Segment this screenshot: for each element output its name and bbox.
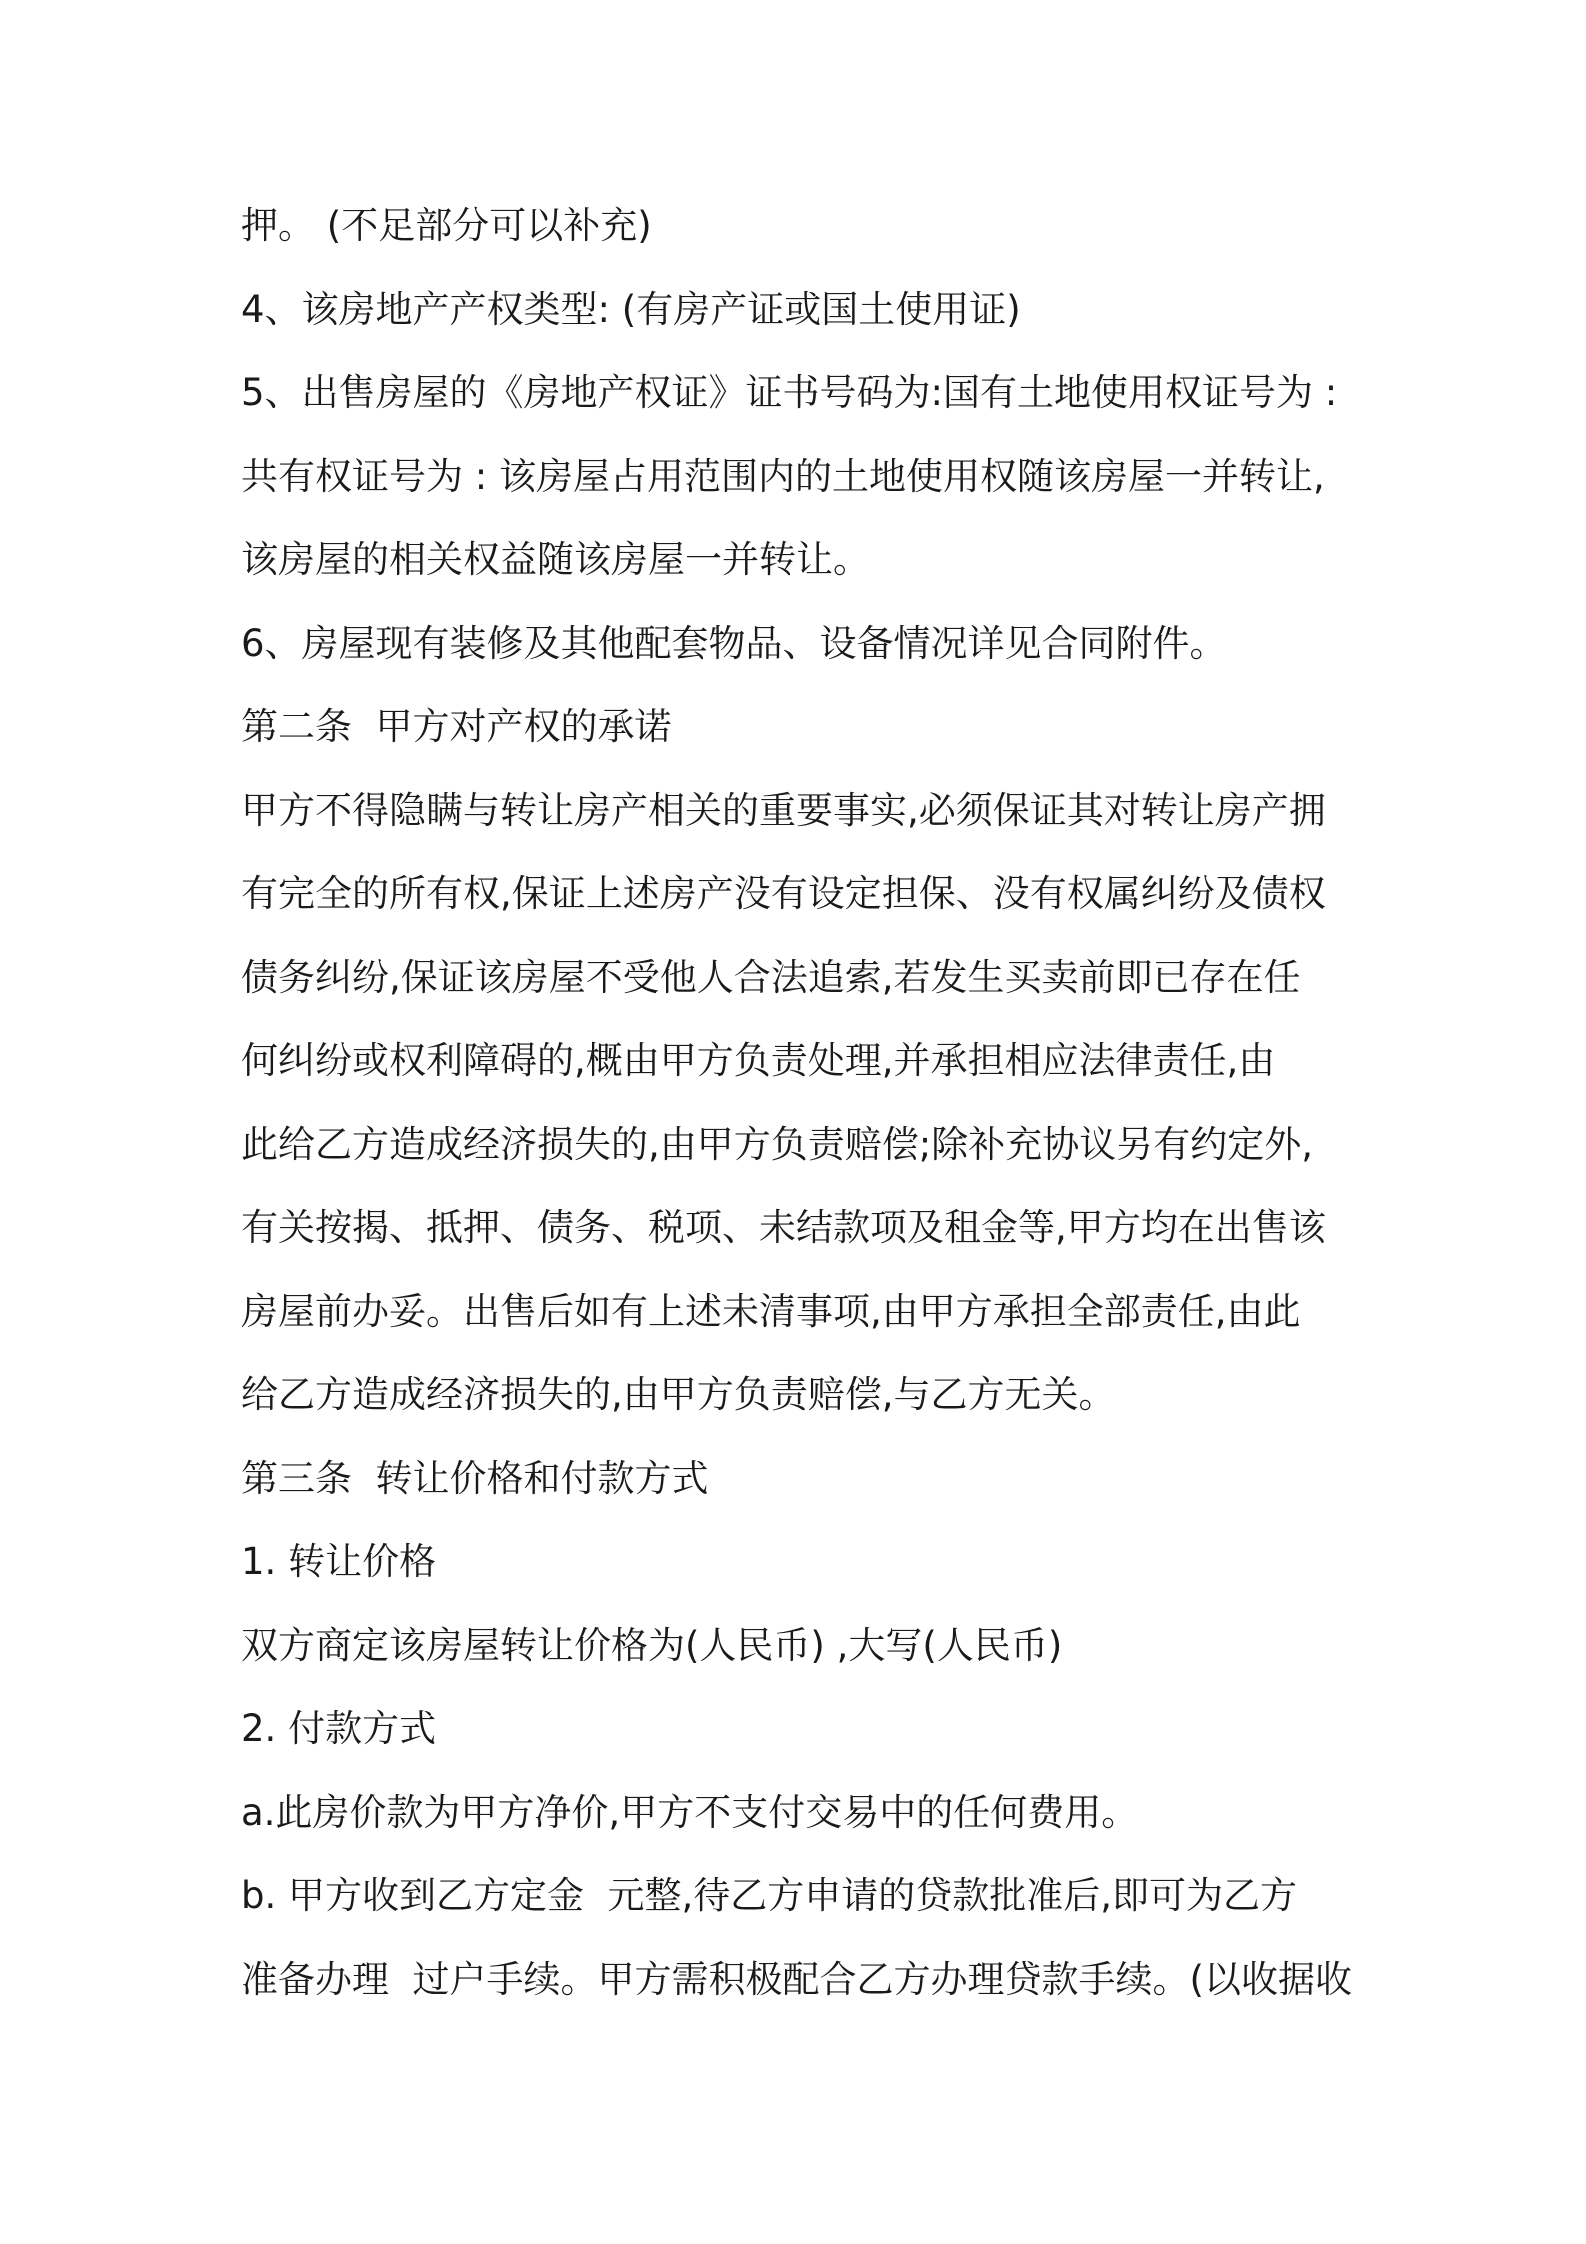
text-line-13: 有关按揭、抵押、债务、税项、未结款项及租金等,甲方均在出售该 [241,1206,1326,1249]
subheading-payment: 2. 付款方式 [241,1707,437,1750]
section-heading-3: 第三条 转让价格和付款方式 [241,1456,709,1500]
text-line-1: 押。 (不足部分可以补充) [241,204,652,247]
text-line-8: 甲方不得隐瞒与转让房产相关的重要事实,必须保证其对转让房产拥 [241,788,1326,832]
text-line-14: 房屋前办妥。出售后如有上述未清事项,由甲方承担全部责任,由此 [241,1289,1301,1333]
text-line-11: 何纠纷或权利障碍的,概由甲方负责处理,并承担相应法律责任,由 [241,1039,1276,1082]
text-line-20: a.此房价款为甲方净价,甲方不支付交易中的任何费用。 [241,1790,1139,1834]
text-line-6: 6、房屋现有装修及其他配套物品、设备情况详见合同附件。 [241,621,1227,665]
text-line-2: 4、该房地产产权类型: (有房产证或国土使用证) [241,287,1021,331]
subheading-price: 1. 转让价格 [241,1540,437,1583]
text-line-10: 债务纠纷,保证该房屋不受他人合法追索,若发生买卖前即已存在任 [241,955,1301,999]
text-line-22: 准备办理 过户手续。甲方需积极配合乙方办理贷款手续。(以收据收 [241,1957,1352,2001]
text-line-18: 双方商定该房屋转让价格为(人民币) ,大写(人民币) [241,1623,1063,1667]
text-line-21: b. 甲方收到乙方定金 元整,待乙方申请的贷款批准后,即可为乙方 [241,1874,1298,1917]
text-line-4: 共有权证号为 : 该房屋占用范围内的土地使用权随该房屋一并转让, [241,454,1325,498]
text-line-12: 此给乙方造成经济损失的,由甲方负责赔偿;除补充协议另有约定外, [241,1122,1313,1166]
document-body [241,196,1391,2033]
section-heading-2: 第二条 甲方对产权的承诺 [241,705,672,748]
text-line-15: 给乙方造成经济损失的,由甲方负责赔偿,与乙方无关。 [241,1373,1116,1416]
text-line-9: 有完全的所有权,保证上述房产没有设定担保、没有权属纠纷及债权 [241,872,1326,915]
text-line-5: 该房屋的相关权益随该房屋一并转让。 [241,538,870,581]
text-line-3: 5、出售房屋的《房地产权证》证书号码为:国有土地使用权证号为 : [241,371,1338,414]
